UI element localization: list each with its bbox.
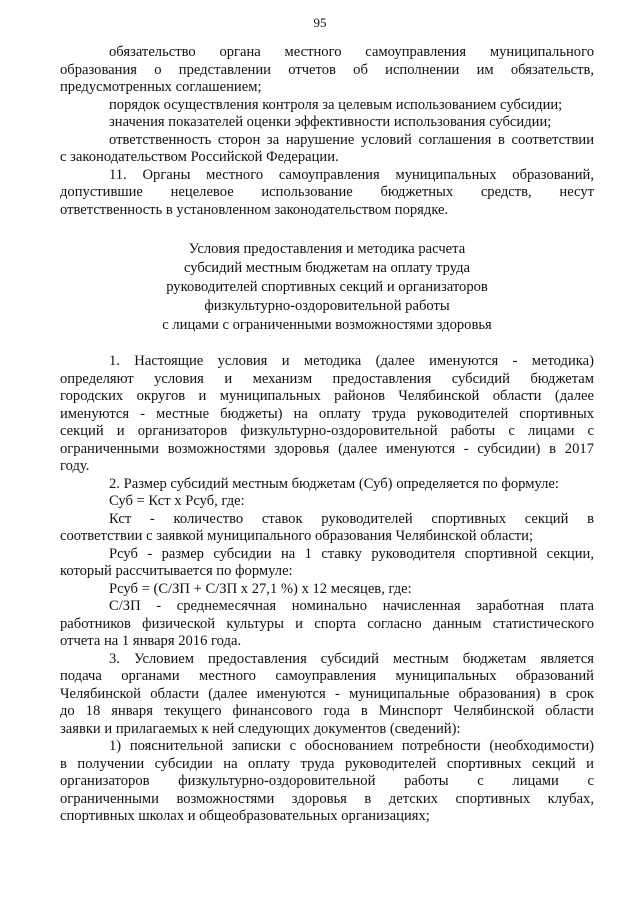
paragraph-line: соответствии с заявкой муниципального образования Челябинской области; — [60, 528, 534, 544]
paragraph-line: ответственность в установленном законодательством порядке. — [60, 201, 449, 218]
paragraph-line: именуются - местные бюджеты) на оплату труда руководителей спортивных — [60, 405, 594, 422]
paragraph-line: образования о представлении отчетов об исполнении им обязательств, — [60, 61, 594, 78]
text-block-obligations — [60, 44, 594, 219]
paragraph-line: отчета на 1 января 2016 года. — [60, 633, 242, 649]
paragraph-line: в получении субсидии на оплату труда руководителей спортивных секций и — [60, 755, 594, 772]
paragraph-line: Челябинской области (далее именуются - муниципальные образования) в срок — [60, 685, 594, 702]
paragraph-line: значения показателей оценки эффективности использования субсидии; — [109, 114, 552, 130]
heading-line: субсидий местным бюджетам на оплату труда — [183, 260, 471, 276]
heading-line: Условия предоставления и методика расчета — [188, 241, 466, 257]
text-block-conditions — [60, 353, 594, 826]
paragraph-line: Рсуб = (С/ЗП + С/ЗП х 27,1 %) х 12 месяцев, где: — [109, 580, 412, 597]
paragraph-line: работников физической культуры и спорта согласно данным статистического — [60, 615, 594, 632]
heading-line: физкультурно-оздоровительной работы — [204, 298, 450, 314]
paragraph-line: ответственность сторон за нарушение условий соглашения в соответствии — [109, 131, 594, 148]
paragraph-line: 1. Настоящие условия и методика (далее именуются - методика) — [109, 353, 594, 369]
paragraph-line: до 18 января текущего финансового года в Минспорт Челябинской области — [60, 703, 594, 719]
paragraph-line: заявки и прилагаемых к ней следующих документов (сведений): — [60, 720, 461, 737]
paragraph-line: предусмотренных соглашением; — [60, 79, 262, 95]
paragraph-line: С/ЗП - среднемесячная номинально начисленная заработная плата — [109, 598, 594, 614]
section-heading — [60, 240, 594, 335]
paragraph-line: году. — [60, 458, 90, 474]
paragraph-line: организаторов физкультурно-оздоровительной работы с лицами с — [60, 773, 594, 789]
heading-line: руководителей спортивных секций и организаторов — [166, 279, 488, 295]
paragraph-line: городских округов и муниципальных районов Челябинской области (далее — [60, 388, 594, 404]
paragraph-line: 3. Условием предоставления субсидий местным бюджетам является — [109, 650, 594, 667]
page-number: 95 — [313, 15, 327, 30]
paragraph-line: который рассчитывается по формуле: — [60, 563, 293, 579]
paragraph-line: Кст - количество ставок руководителей спортивных секций в — [109, 510, 594, 527]
paragraph-line: 11. Органы местного самоуправления муниципальных образований, — [109, 166, 594, 183]
paragraph-line: спортивных школах и общеобразовательных организациях; — [60, 808, 430, 824]
paragraph-line: секций и организаторов физкультурно-оздоровительной работы с лицами с — [60, 423, 594, 439]
paragraph-line: Рсуб - размер субсидии на 1 ставку руководителя спортивной секции, — [109, 545, 594, 562]
paragraph-line: ограниченными возможностями здоровья в детских спортивных клубах, — [60, 790, 594, 807]
paragraph-line: 2. Размер субсидий местным бюджетам (Суб) определяется по формуле: — [109, 475, 559, 492]
paragraph-line: допустившие нецелевое использование бюджетных средств, несут — [60, 184, 594, 200]
paragraph-line: определяют условия и механизм предоставления субсидий бюджетам — [60, 370, 594, 387]
paragraph-line: ограниченными возможностями здоровья (далее именуются - субсидии) в 2017 — [60, 440, 594, 457]
paragraph-line: с законодательством Российской Федерации. — [60, 149, 339, 165]
paragraph-line: 1) пояснительной записки с обоснованием потребности (необходимости) — [109, 738, 594, 754]
paragraph-line: Суб = Кст х Рсуб, где: — [109, 493, 245, 509]
heading-line: с лицами с ограниченными возможностями здоровья — [162, 317, 492, 333]
paragraph-line: обязательство органа местного самоуправления муниципального — [109, 44, 594, 60]
paragraph-line: подача органами местного самоуправления муниципальных образований — [60, 668, 594, 684]
paragraph-line: порядок осуществления контроля за целевым использованием субсидии; — [109, 96, 563, 113]
